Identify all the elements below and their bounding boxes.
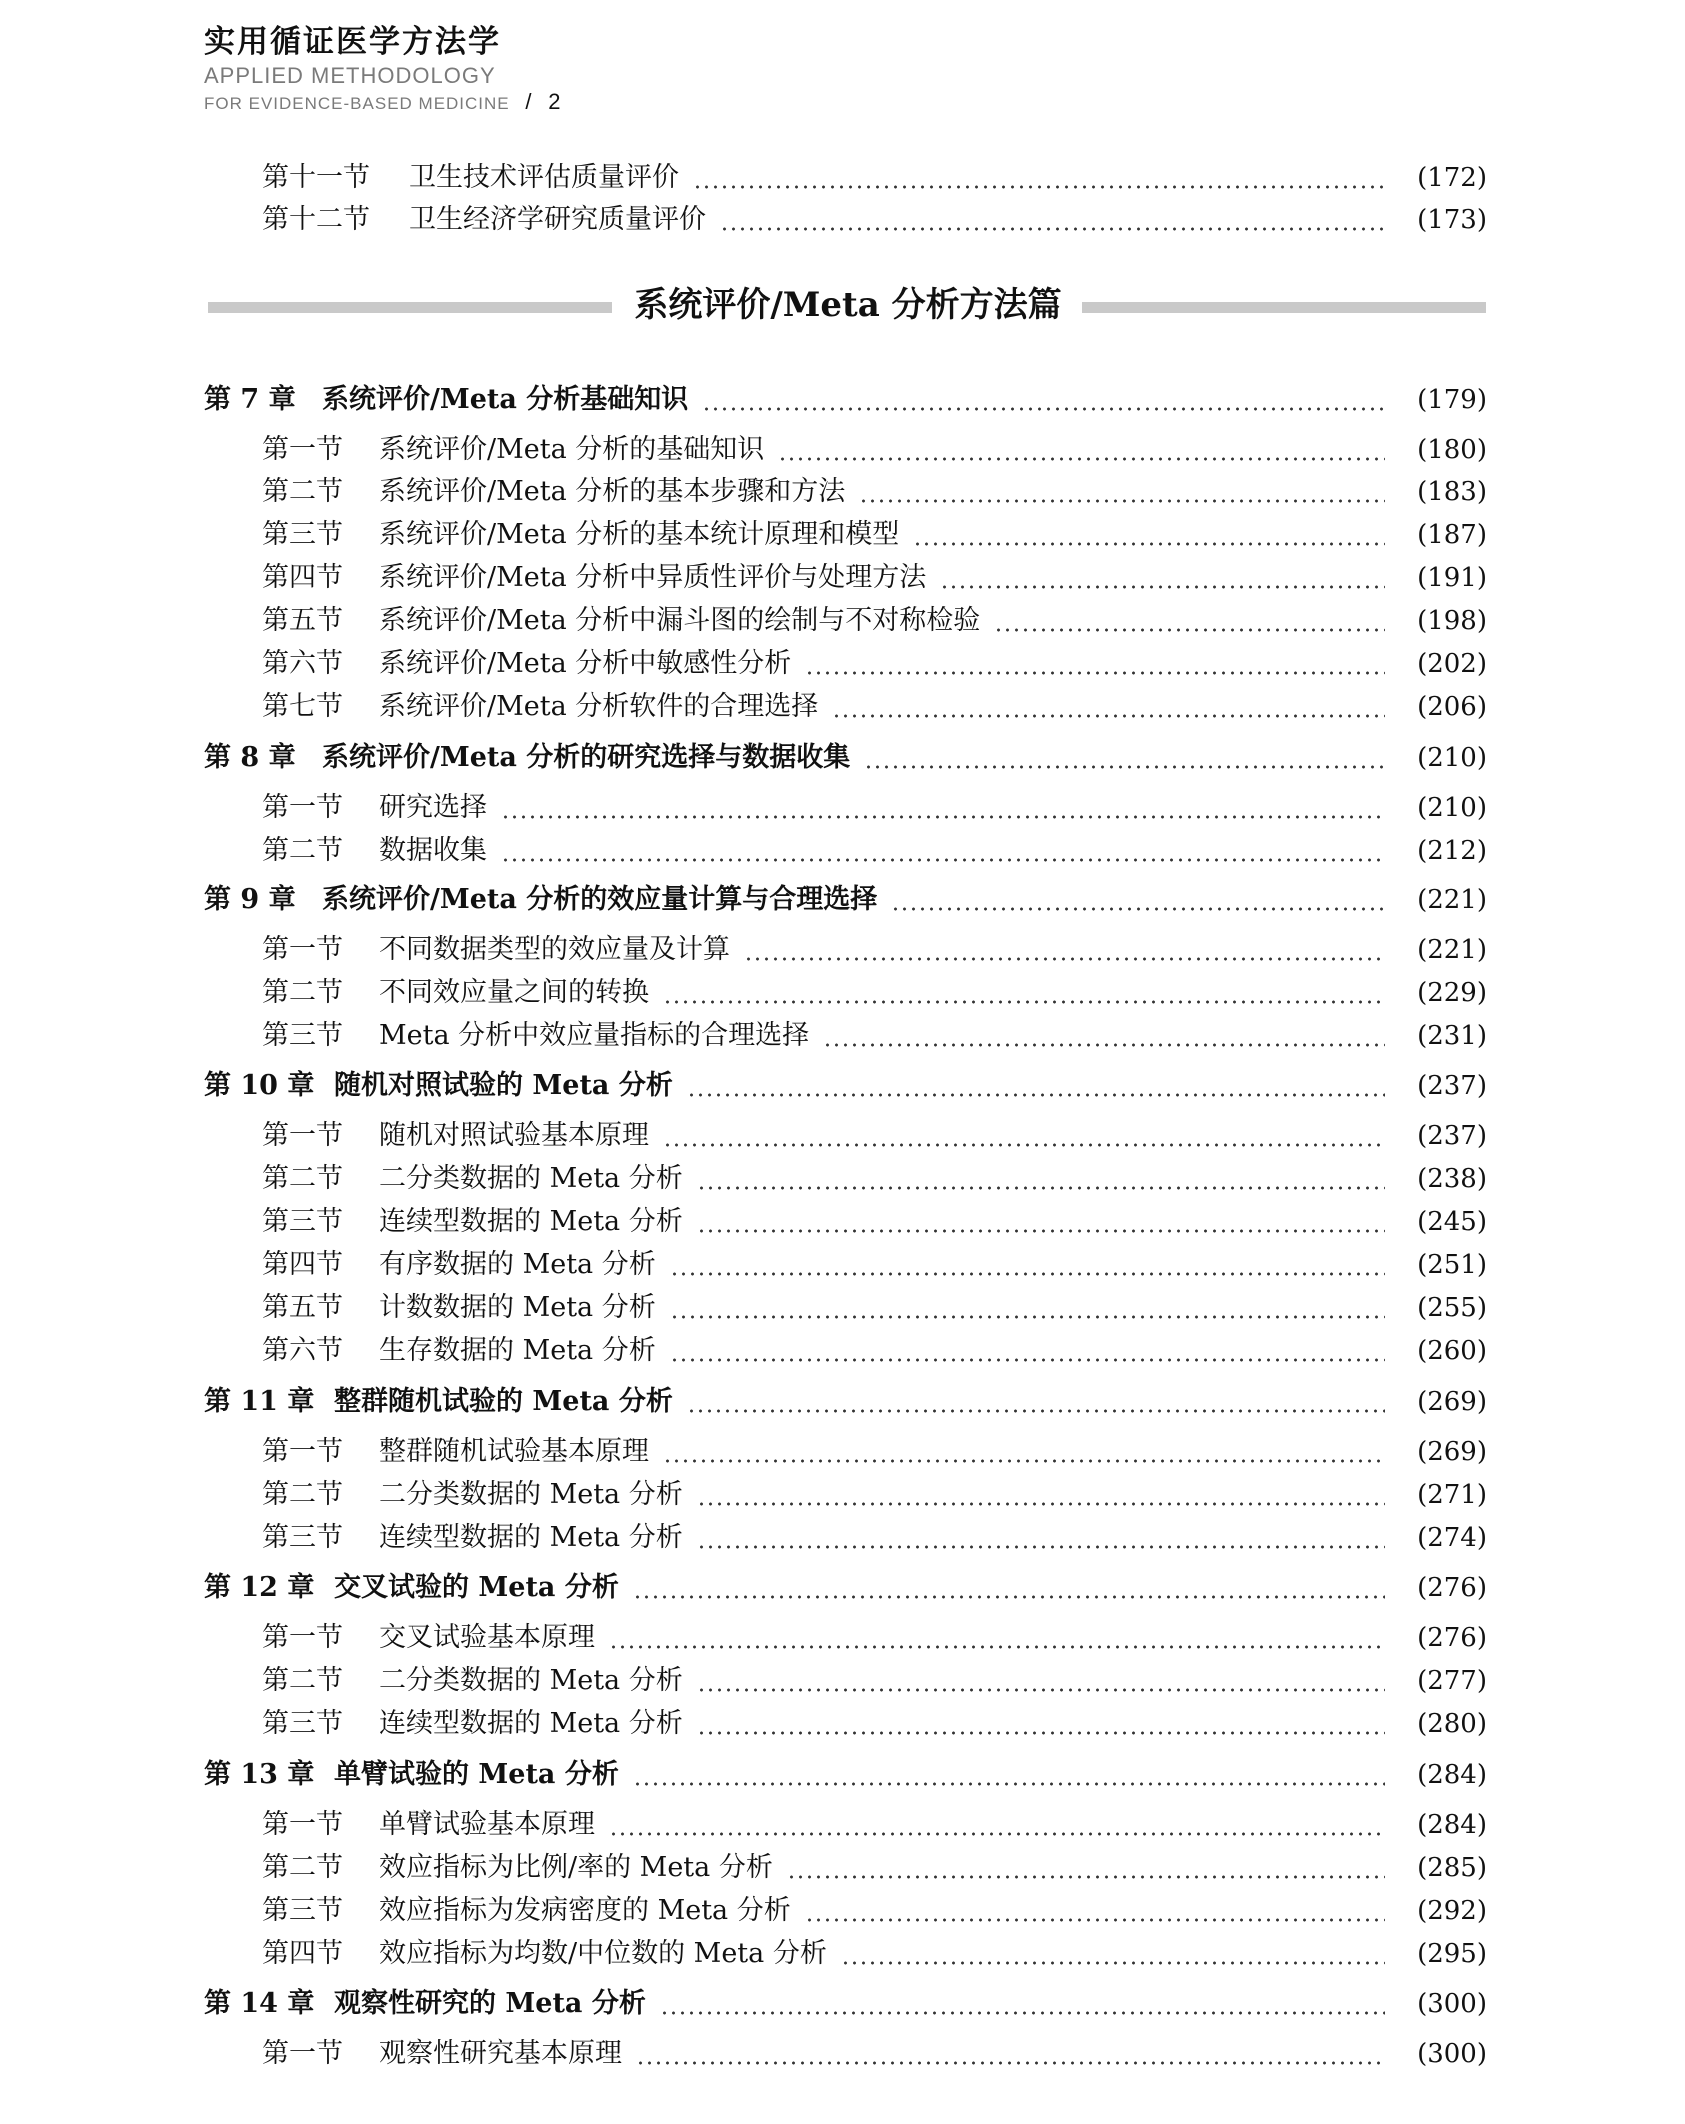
toc-section-entry[interactable] [0,199,1685,241]
toc-section-entry[interactable] [0,1660,1685,1702]
dot-leader [693,185,1385,189]
dot-leader [913,542,1385,546]
dot-leader [670,1272,1385,1276]
section-number: 第二节 [262,835,343,866]
toc-section-entry[interactable] [0,1158,1685,1200]
toc-chapter-entry[interactable] [0,1983,1685,2025]
dot-leader [720,227,1385,231]
section-number: 第一节 [262,1622,343,1653]
dot-leader [832,714,1385,718]
section-number: 第四节 [262,1938,343,1969]
dot-leader [670,1358,1385,1362]
page-reference: (274) [1417,1523,1487,1553]
section-title: 交叉试验基本原理 [379,1622,595,1653]
section-number: 第六节 [262,1335,343,1366]
toc-chapter-entry[interactable] [0,379,1685,421]
dot-leader [697,1502,1385,1506]
toc-section-entry[interactable] [0,1201,1685,1243]
dot-leader [859,499,1385,503]
page-reference: (237) [1417,1071,1487,1101]
dot-leader [660,2011,1385,2015]
section-number: 第一节 [262,934,343,965]
section-title: 二分类数据的 Meta 分析 [379,1479,683,1510]
page-reference: (251) [1417,1250,1487,1280]
dot-leader [501,858,1385,862]
chapter-number: 第 14 章 [204,1988,315,2019]
section-number: 第四节 [262,1249,343,1280]
page-reference: (284) [1417,1810,1487,1840]
page-reference: (280) [1417,1709,1487,1739]
chapter-title: 随机对照试验的 Meta 分析 [334,1070,673,1101]
toc-section-entry[interactable] [0,1804,1685,1846]
section-number: 第一节 [262,1120,343,1151]
dot-leader [702,407,1385,411]
dot-leader [633,1595,1385,1599]
chapter-number: 第 13 章 [204,1759,315,1790]
header-separator: / [525,89,533,114]
part-banner [208,278,1486,332]
page-reference: (172) [1417,163,1487,193]
section-number: 第十二节 [262,204,370,235]
section-number: 第三节 [262,519,343,550]
toc-section-entry[interactable] [0,2033,1685,2075]
toc-section-entry[interactable] [0,1703,1685,1745]
section-number: 第二节 [262,977,343,1008]
toc-section-entry[interactable] [0,686,1685,728]
english-title-line2 [204,90,562,116]
section-title: 二分类数据的 Meta 分析 [379,1665,683,1696]
page-reference: (183) [1417,477,1487,507]
chapter-number: 第 7 章 [204,384,296,415]
page-reference: (269) [1417,1387,1487,1417]
page-reference: (277) [1417,1666,1487,1696]
page-reference: (276) [1417,1623,1487,1653]
toc-section-entry[interactable] [0,157,1685,199]
dot-leader [697,1186,1385,1190]
dot-leader [805,1918,1385,1922]
section-title: 研究选择 [379,792,487,823]
toc-section-entry[interactable] [0,471,1685,513]
chapter-title: 系统评价/Meta 分析的效应量计算与合理选择 [322,884,878,915]
page-reference: (271) [1417,1480,1487,1510]
chapter-number: 第 9 章 [204,884,296,915]
page-reference: (210) [1417,793,1487,823]
dot-leader [805,671,1385,675]
section-title: 连续型数据的 Meta 分析 [379,1708,683,1739]
toc-chapter-entry[interactable] [0,879,1685,921]
chapter-title: 观察性研究的 Meta 分析 [334,1988,646,2019]
toc-section-entry[interactable] [0,1847,1685,1889]
toc-section-entry[interactable] [0,643,1685,685]
page-reference: (191) [1417,563,1487,593]
section-title: 生存数据的 Meta 分析 [379,1335,656,1366]
section-number: 第四节 [262,562,343,593]
section-title: 连续型数据的 Meta 分析 [379,1522,683,1553]
section-number: 第二节 [262,1665,343,1696]
dot-leader [778,457,1385,461]
dot-leader [633,1782,1385,1786]
dot-leader [609,1832,1385,1836]
toc-section-entry[interactable] [0,1474,1685,1516]
dot-leader [823,1043,1385,1047]
section-number: 第二节 [262,476,343,507]
dot-leader [687,1409,1385,1413]
toc-section-entry[interactable] [0,1115,1685,1157]
toc-section-entry[interactable] [0,929,1685,971]
section-number: 第一节 [262,2038,343,2069]
page-reference: (173) [1417,205,1487,235]
section-number: 第三节 [262,1895,343,1926]
toc-chapter-entry[interactable] [0,1381,1685,1423]
page-reference: (238) [1417,1164,1487,1194]
toc-section-entry[interactable] [0,514,1685,556]
section-title: 效应指标为发病密度的 Meta 分析 [379,1895,791,1926]
dot-leader [891,907,1385,911]
section-number: 第六节 [262,648,343,679]
section-title: 单臂试验基本原理 [379,1809,595,1840]
section-title: 卫生经济学研究质量评价 [409,204,706,235]
toc-section-entry[interactable] [0,600,1685,642]
part-title: 系统评价/Meta 分析方法篇 [634,285,1062,325]
chapter-title: 系统评价/Meta 分析的研究选择与数据收集 [322,742,851,773]
dot-leader [670,1315,1385,1319]
section-number: 第三节 [262,1206,343,1237]
toc-section-entry[interactable] [0,1244,1685,1286]
section-number: 第一节 [262,434,343,465]
page-reference: (295) [1417,1939,1487,1969]
section-number: 第五节 [262,1292,343,1323]
section-number: 第二节 [262,1479,343,1510]
toc-section-entry[interactable] [0,1617,1685,1659]
dot-leader [864,765,1385,769]
page-reference: (198) [1417,606,1487,636]
toc-section-entry[interactable] [0,1517,1685,1559]
section-title: 效应指标为比例/率的 Meta 分析 [379,1852,773,1883]
dot-leader [787,1875,1385,1879]
dot-leader [994,628,1385,632]
page-reference: (187) [1417,520,1487,550]
section-number: 第三节 [262,1020,343,1051]
page-reference: (255) [1417,1293,1487,1323]
page-reference: (285) [1417,1853,1487,1883]
section-number: 第一节 [262,1809,343,1840]
section-number: 第五节 [262,605,343,636]
dot-leader [744,957,1385,961]
page-reference: (179) [1417,385,1487,415]
page-reference: (180) [1417,435,1487,465]
dot-leader [697,1688,1385,1692]
english-title-line2-text: FOR EVIDENCE-BASED MEDICINE [204,94,510,113]
section-title: 系统评价/Meta 分析中异质性评价与处理方法 [379,562,927,593]
section-title: 不同数据类型的效应量及计算 [379,934,730,965]
dot-leader [636,2061,1385,2065]
page-reference: (206) [1417,692,1487,722]
chapter-number: 第 8 章 [204,742,296,773]
toc-chapter-entry[interactable] [0,1065,1685,1107]
page-reference: (231) [1417,1021,1487,1051]
page-reference: (300) [1417,1989,1487,2019]
page-reference: (269) [1417,1437,1487,1467]
part-banner-bar-left [208,302,612,313]
section-title: 随机对照试验基本原理 [379,1120,649,1151]
section-number: 第三节 [262,1708,343,1739]
section-title: 效应指标为均数/中位数的 Meta 分析 [379,1938,827,1969]
section-title: 连续型数据的 Meta 分析 [379,1206,683,1237]
toc-chapter-entry[interactable] [0,1754,1685,1796]
page-reference: (237) [1417,1121,1487,1151]
toc-section-entry[interactable] [0,1015,1685,1057]
dot-leader [663,1000,1385,1004]
chapter-title: 系统评价/Meta 分析基础知识 [322,384,689,415]
section-title: 系统评价/Meta 分析的基本统计原理和模型 [379,519,900,550]
dot-leader [697,1545,1385,1549]
dot-leader [609,1645,1385,1649]
toc-section-entry[interactable] [0,787,1685,829]
dot-leader [697,1731,1385,1735]
page-reference: (292) [1417,1896,1487,1926]
page-reference: (202) [1417,649,1487,679]
section-title: 系统评价/Meta 分析中敏感性分析 [379,648,792,679]
toc-section-entry[interactable] [0,557,1685,599]
section-title: 系统评价/Meta 分析的基本步骤和方法 [379,476,846,507]
section-number: 第一节 [262,1436,343,1467]
section-title: 计数数据的 Meta 分析 [379,1292,656,1323]
page-reference: (245) [1417,1207,1487,1237]
section-title: 系统评价/Meta 分析的基础知识 [379,434,765,465]
toc-section-entry[interactable] [0,429,1685,471]
page-number: 2 [548,89,562,114]
page-reference: (260) [1417,1336,1487,1366]
dot-leader [687,1093,1385,1097]
section-title: 二分类数据的 Meta 分析 [379,1163,683,1194]
dot-leader [501,815,1385,819]
section-title: Meta 分析中效应量指标的合理选择 [379,1020,810,1051]
section-number: 第一节 [262,792,343,823]
dot-leader [940,585,1385,589]
section-title: 整群随机试验基本原理 [379,1436,649,1467]
dot-leader [663,1143,1385,1147]
part-banner-bar-right [1082,302,1486,313]
section-title: 系统评价/Meta 分析中漏斗图的绘制与不对称检验 [379,605,981,636]
dot-leader [697,1229,1385,1233]
section-number: 第二节 [262,1852,343,1883]
page-reference: (276) [1417,1573,1487,1603]
toc-chapter-entry[interactable] [0,1567,1685,1609]
chapter-title: 整群随机试验的 Meta 分析 [334,1386,673,1417]
section-number: 第十一节 [262,162,370,193]
toc-section-entry[interactable] [0,1431,1685,1473]
english-title-line1: APPLIED METHODOLOGY [204,63,496,88]
page-reference: (221) [1417,885,1487,915]
section-title: 观察性研究基本原理 [379,2038,622,2069]
section-title: 数据收集 [379,835,487,866]
page-reference: (229) [1417,978,1487,1008]
section-title: 不同效应量之间的转换 [379,977,649,1008]
chapter-title: 单臂试验的 Meta 分析 [334,1759,619,1790]
section-title: 有序数据的 Meta 分析 [379,1249,656,1280]
section-number: 第二节 [262,1163,343,1194]
section-title: 卫生技术评估质量评价 [409,162,679,193]
chapter-title: 交叉试验的 Meta 分析 [334,1572,619,1603]
page-reference: (221) [1417,935,1487,965]
toc-section-entry[interactable] [0,1330,1685,1372]
toc-section-entry[interactable] [0,1287,1685,1329]
dot-leader [841,1961,1385,1965]
chapter-number: 第 12 章 [204,1572,315,1603]
toc-section-entry[interactable] [0,972,1685,1014]
toc-section-entry[interactable] [0,1890,1685,1932]
chapter-number: 第 10 章 [204,1070,315,1101]
toc-section-entry[interactable] [0,1933,1685,1975]
book-title: 实用循证医学方法学 [204,24,501,60]
section-title: 系统评价/Meta 分析软件的合理选择 [379,691,819,722]
page-reference: (300) [1417,2039,1487,2069]
running-header [204,22,562,116]
toc-chapter-entry[interactable] [0,737,1685,779]
page-reference: (284) [1417,1760,1487,1790]
toc-section-entry[interactable] [0,830,1685,872]
page-reference: (210) [1417,743,1487,773]
section-number: 第七节 [262,691,343,722]
section-number: 第三节 [262,1522,343,1553]
chapter-number: 第 11 章 [204,1386,315,1417]
dot-leader [663,1459,1385,1463]
page-reference: (212) [1417,836,1487,866]
